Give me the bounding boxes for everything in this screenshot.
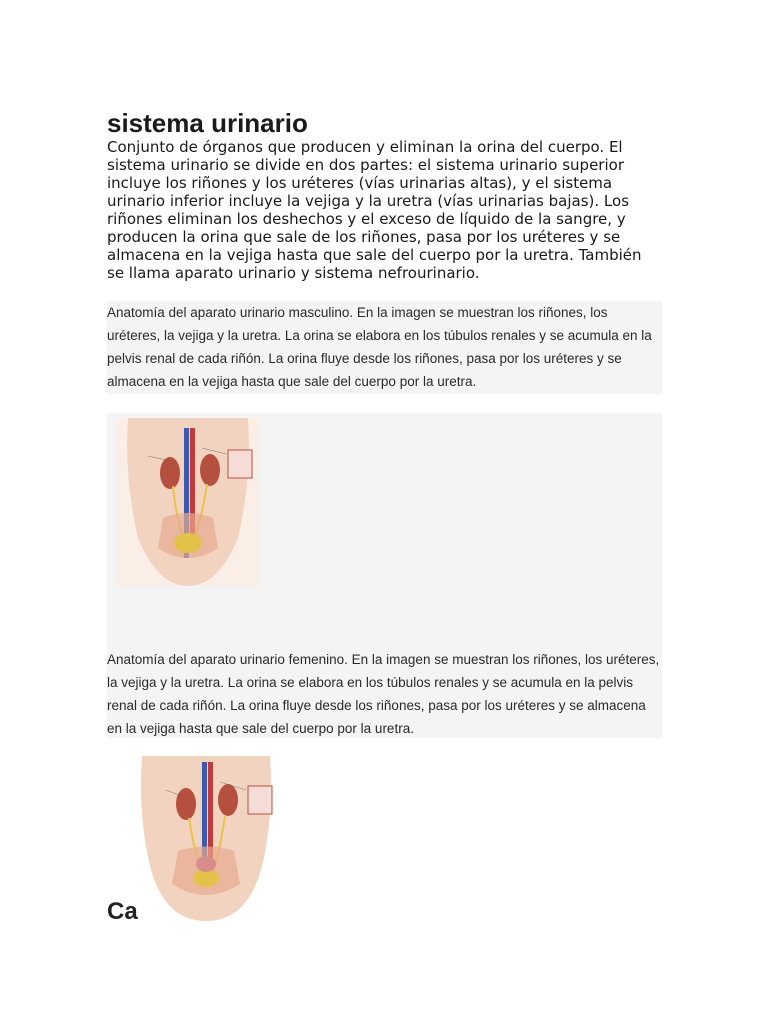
caption-female: Anatomía del aparato urinario femenino. En la imagen se muestran los riñones, los uréteres, la vejiga y la uretra. La orina se elabora en los túbulos renales y se acumula en la pelvis renal de cada riñón. La orina fluye desde los riñones, pasa por los uréteres y se almacena en la vejiga hasta que sale del cuerpo por la uretra.: [107, 652, 660, 736]
section-heading-partial: Ca: [107, 898, 138, 925]
caption-male: Anatomía del aparato urinario masculino. En la imagen se muestran los riñones, los uréteres, la vejiga y la uretra. La orina se elabora en los túbulos renales y se acumula en la pelvis renal de cada riñón. La orina fluye desde los riñones, pasa por los uréteres y se almacena en la vejiga hasta que sale del cuerpo por la uretra.: [107, 305, 652, 389]
caption-male-box: [107, 301, 662, 394]
female-anatomy-illustration: [136, 756, 276, 921]
intro-paragraph: Conjunto de órganos que producen y eliminan la orina del cuerpo. El sistema urinario se divide en dos partes: el sistema urinario superior incluye los riñones y los uréteres (vías urinarias altas), y el sistema urinario inferior incluye la vejiga y la uretra (vías urinarias bajas). Los riñones eliminan los deshechos y el exceso de líquido de la sangre, y producen la orina que sale de los riñones, pasa por los uréteres y se almacena en la vejiga hasta que sale del cuerpo por la uretra. También se llama aparato urinario y sistema nefrourinario.: [107, 138, 642, 282]
caption-female-box: [107, 648, 662, 738]
male-anatomy-illustration: [118, 418, 258, 586]
article: [107, 108, 662, 282]
page-title: sistema urinario: [107, 108, 308, 138]
